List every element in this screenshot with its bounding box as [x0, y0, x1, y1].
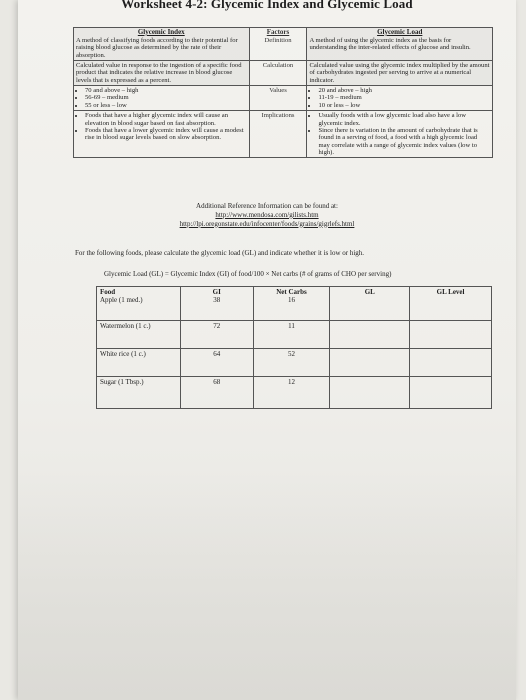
index-values-cell [74, 86, 250, 111]
gl-input[interactable] [330, 349, 410, 377]
implications-label: Implications [249, 111, 307, 158]
load-value-high: • 20 and above – high [318, 87, 490, 94]
gl-level-input[interactable] [410, 349, 492, 377]
gi-value: 64 [180, 349, 253, 377]
gl-input[interactable] [330, 377, 410, 409]
food-name: White rice (1 c.) [97, 349, 181, 377]
gl-header: GL [330, 287, 410, 321]
food-name: Watermelon (1 c.) [97, 321, 181, 349]
food-table [96, 286, 492, 409]
mendosa-link[interactable]: http://www.mendosa.com/gilists.htm [215, 210, 319, 219]
table-row [97, 377, 492, 409]
index-calculation: Calculated value in response to the ingestion of a specific food product that indicates the relative increase in blood glucose levels that is expressed as a percent. [74, 60, 250, 85]
food-name: Apple (1 med.) [100, 296, 143, 304]
load-implication-1: • Usually foods with a low glycemic load also have a low glycemic index. [318, 112, 490, 127]
instructions-text: For the following foods, please calculate the glycemic load (GL) and indicate whether it is low or high. [75, 249, 365, 257]
factors-column-header: Factors [266, 28, 290, 36]
gl-level-input[interactable] [410, 321, 492, 349]
food-name: Sugar (1 Tbsp.) [97, 377, 181, 409]
page-shadow [18, 470, 516, 700]
load-values-cell [307, 86, 493, 111]
food-header: Food Apple (1 med.) [97, 287, 181, 321]
index-definition: A method of classifying foods according to their potential for raising blood glucose as determined by the rate of their absorption. [76, 36, 238, 59]
calculation-label: Calculation [249, 60, 307, 85]
load-implication-2: • Since there is variation in the amount of carbohydrate that is found in a serving of food, a food with a high glycemic load may correlate with a range of glycemic index values (low to high). [318, 127, 490, 157]
load-column-header: Glycemic Load [377, 28, 423, 36]
gl-level-header: GL Level [410, 287, 492, 321]
index-implication-high: • Foods that have a higher glycemic index will cause an elevation in blood sugar based on fast absorption. [85, 112, 247, 127]
gi-header: GI 38 [180, 287, 253, 321]
values-label: Values [249, 86, 307, 111]
load-definition: A method of using the glycemic index as the basis for understanding the inter-related effects of glucose and insulin. [309, 36, 471, 52]
net-carbs-value: 11 [253, 321, 330, 349]
load-calculation: Calculated value using the glycemic index multiplied by the amount of carbohydrates ingested per serving to arrive at a numerical indicator. [307, 60, 493, 85]
index-column-header: Glycemic Index [137, 28, 185, 36]
index-value-medium: • 56-69 – medium [85, 94, 247, 101]
index-implication-low: • Foods that have a lower glycemic index will cause a modest rise in blood sugar levels based on slow absorption. [85, 127, 247, 142]
oregonstate-link[interactable]: http://lpi.oregonstate.edu/infocenter/foods/grains/gigrlefs.html [179, 219, 355, 228]
load-value-low: • 10 or less – low [318, 102, 490, 109]
worksheet-page [18, 0, 516, 700]
gl-input[interactable] [330, 321, 410, 349]
gi-value: 72 [180, 321, 253, 349]
net-carbs-value: 52 [253, 349, 330, 377]
load-definition-cell [307, 28, 493, 61]
additional-reference [18, 202, 516, 228]
index-value-low: • 55 or less – low [85, 102, 247, 109]
additional-reference-heading: Additional Reference Information can be found at: [196, 202, 338, 210]
table-row [97, 349, 492, 377]
table-row [97, 287, 492, 321]
index-definition-cell [74, 28, 250, 61]
gi-value: 38 [213, 296, 221, 304]
load-implications-cell [307, 111, 493, 158]
table-row [97, 321, 492, 349]
definition-label-cell [249, 28, 307, 61]
load-value-medium: • 11-19 – medium [318, 94, 490, 101]
index-value-high: • 70 and above – high [85, 87, 247, 94]
net-carbs-header: Net Carbs 16 [253, 287, 330, 321]
concept-table [73, 27, 493, 158]
glycemic-load-formula: Glycemic Load (GL) = Glycemic Index (GI) of food/100 × Net carbs (# of grams of CHO per serving) [104, 270, 392, 278]
definition-label: Definition [264, 36, 292, 44]
index-implications-cell [74, 111, 250, 158]
gi-value: 68 [180, 377, 253, 409]
gl-level-input[interactable] [410, 377, 492, 409]
net-carbs-value: 12 [253, 377, 330, 409]
worksheet-title: Worksheet 4-2: Glycemic Index and Glycemic Load [121, 0, 413, 11]
net-carbs-value: 16 [288, 296, 295, 304]
